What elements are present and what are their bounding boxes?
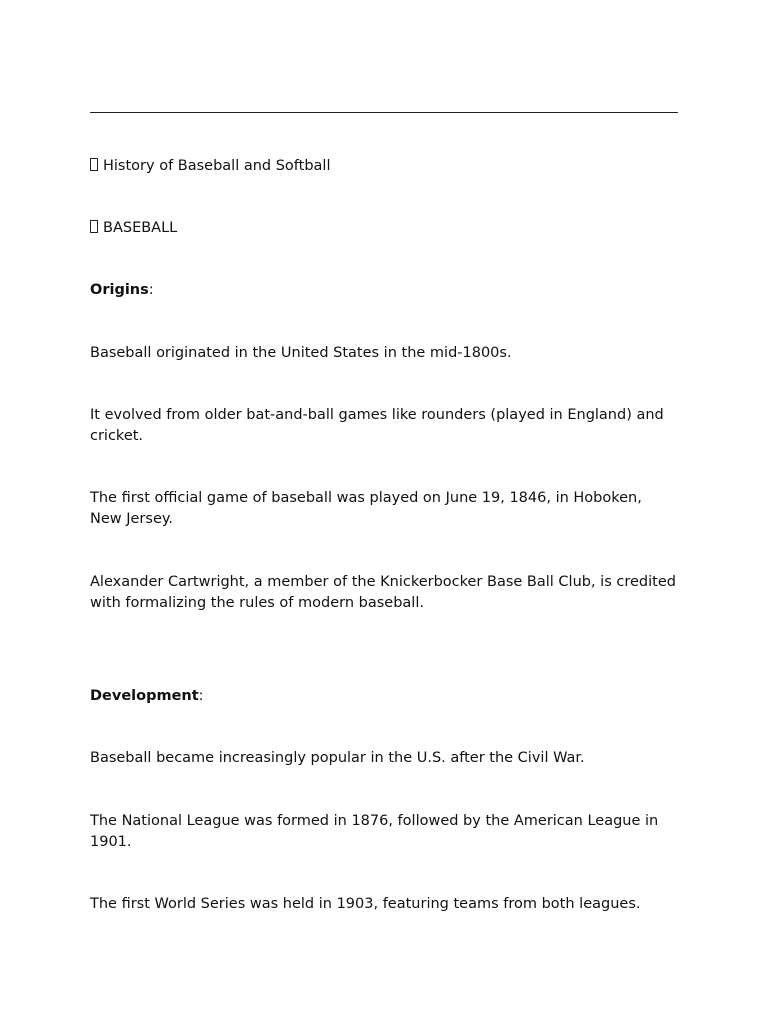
origins-paragraph-1: Baseball originated in the United States in the mid-1800s.	[90, 345, 512, 361]
development-heading: Development	[90, 688, 199, 704]
origins-paragraph-3: The first official game of baseball was played on June 19, 1846, in Hoboken, New Jersey.	[90, 490, 642, 527]
origins-paragraph-2: It evolved from older bat-and-ball games like rounders (played in England) and cricket.	[90, 407, 664, 444]
section-title-line	[90, 218, 678, 239]
horizontal-divider	[90, 112, 678, 113]
document-title-line	[90, 156, 678, 177]
development-colon: :	[198, 688, 204, 704]
origins-heading: Origins	[90, 282, 149, 298]
document-title: History of Baseball and Softball	[103, 158, 331, 174]
origins-paragraph-4: Alexander Cartwright, a member of the Knickerbocker Base Ball Club, is credited with formalizing the rules of modern baseball.	[90, 574, 676, 611]
development-paragraph-2: The National League was formed in 1876, followed by the American League in 1901.	[90, 813, 659, 850]
section-title-baseball: BASEBALL	[103, 220, 178, 236]
development-paragraph-3: The first World Series was held in 1903, featuring teams from both leagues.	[90, 896, 641, 912]
missing-glyph-icon	[90, 158, 98, 171]
development-heading-line	[90, 686, 678, 707]
development-paragraph-1: Baseball became increasingly popular in the U.S. after the Civil War.	[90, 750, 585, 766]
origins-heading-line	[90, 280, 678, 301]
origins-colon: :	[148, 282, 154, 298]
missing-glyph-icon	[90, 220, 98, 233]
